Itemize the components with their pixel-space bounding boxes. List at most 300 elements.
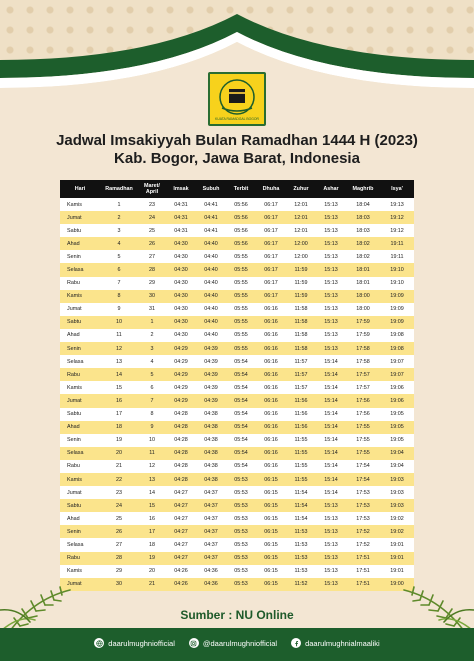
source-credit: Sumber : NU Online xyxy=(180,608,294,622)
table-cell: 15 xyxy=(100,381,138,394)
table-cell: 19:03 xyxy=(380,499,414,512)
table-cell: 06:15 xyxy=(256,538,286,551)
table-cell: 24 xyxy=(100,499,138,512)
table-cell: 17:51 xyxy=(346,552,380,565)
table-cell: 15:13 xyxy=(316,263,346,276)
table-cell: 04:41 xyxy=(196,224,226,237)
table-cell: 15:13 xyxy=(316,329,346,342)
table-cell: 06:15 xyxy=(256,565,286,578)
table-cell: 15:13 xyxy=(316,303,346,316)
table-cell: 05:53 xyxy=(226,565,256,578)
table-cell: 17:55 xyxy=(346,421,380,434)
table-cell: 04:39 xyxy=(196,355,226,368)
table-cell: 19:01 xyxy=(380,552,414,565)
table-cell: 04:40 xyxy=(196,303,226,316)
table-cell: 18:02 xyxy=(346,250,380,263)
table-cell: 4 xyxy=(138,355,166,368)
table-cell: 7 xyxy=(138,394,166,407)
table-cell: 04:28 xyxy=(166,473,196,486)
table-cell: 19:03 xyxy=(380,486,414,499)
table-cell: 15:14 xyxy=(316,434,346,447)
table-cell: 19:12 xyxy=(380,211,414,224)
table-cell: Sabtu xyxy=(60,408,100,421)
table-cell: 06:15 xyxy=(256,552,286,565)
table-cell: Senin xyxy=(60,525,100,538)
table-cell: 11:53 xyxy=(286,552,316,565)
table-cell: 04:30 xyxy=(166,290,196,303)
table-row xyxy=(60,525,414,538)
table-row xyxy=(60,342,414,355)
table-row xyxy=(60,552,414,565)
table-cell: 11:53 xyxy=(286,525,316,538)
table-cell: 15:13 xyxy=(316,290,346,303)
table-cell: 11:53 xyxy=(286,538,316,551)
table-cell: 04:28 xyxy=(166,460,196,473)
table-row xyxy=(60,263,414,276)
table-cell: 8 xyxy=(138,408,166,421)
table-cell: 30 xyxy=(100,578,138,591)
table-cell: 04:27 xyxy=(166,552,196,565)
table-cell: 21 xyxy=(100,460,138,473)
table-cell: 06:15 xyxy=(256,486,286,499)
table-cell: 15:14 xyxy=(316,355,346,368)
table-cell: 19:11 xyxy=(380,250,414,263)
table-cell: 06:15 xyxy=(256,499,286,512)
column-header: Hari xyxy=(60,180,100,198)
table-row xyxy=(60,434,414,447)
table-cell: 15:13 xyxy=(316,552,346,565)
table-cell: 11:56 xyxy=(286,421,316,434)
table-cell: 24 xyxy=(138,211,166,224)
table-cell: 11 xyxy=(138,447,166,460)
table-cell: 31 xyxy=(138,303,166,316)
table-cell: 3 xyxy=(138,342,166,355)
table-cell: 06:16 xyxy=(256,355,286,368)
table-cell: 25 xyxy=(138,224,166,237)
table-cell: 06:16 xyxy=(256,316,286,329)
table-cell: 04:29 xyxy=(166,381,196,394)
table-cell: 15:13 xyxy=(316,512,346,525)
table-cell: 04:40 xyxy=(196,277,226,290)
table-cell: 12 xyxy=(100,342,138,355)
table-cell: 04:40 xyxy=(196,290,226,303)
page-title: Jadwal Imsakiyyah Bulan Ramadhan 1444 H (2023) xyxy=(56,132,418,149)
table-cell: 18:01 xyxy=(346,263,380,276)
table-cell: 04:28 xyxy=(166,421,196,434)
table-cell: 04:37 xyxy=(196,499,226,512)
table-cell: 15:13 xyxy=(316,342,346,355)
table-cell: 05:56 xyxy=(226,237,256,250)
social-facebook-label: daarulmughnialmaaliki xyxy=(305,638,380,648)
table-cell: 15:14 xyxy=(316,486,346,499)
table-cell: 17:54 xyxy=(346,460,380,473)
table-cell: 05:53 xyxy=(226,538,256,551)
table-cell: 15:14 xyxy=(316,381,346,394)
table-row xyxy=(60,368,414,381)
table-row xyxy=(60,290,414,303)
table-cell: 11:58 xyxy=(286,342,316,355)
table-cell: 06:16 xyxy=(256,394,286,407)
table-cell: 23 xyxy=(100,486,138,499)
table-cell: 04:40 xyxy=(196,329,226,342)
table-cell: 20 xyxy=(100,447,138,460)
table-cell: 05:53 xyxy=(226,552,256,565)
table-cell: 17:57 xyxy=(346,368,380,381)
table-cell: 15:13 xyxy=(316,277,346,290)
table-cell: Ahad xyxy=(60,512,100,525)
table-cell: 8 xyxy=(100,290,138,303)
table-cell: 04:39 xyxy=(196,368,226,381)
column-header: Imsak xyxy=(166,180,196,198)
social-instagram[interactable] xyxy=(189,638,277,648)
table-cell: 19:09 xyxy=(380,303,414,316)
table-row xyxy=(60,499,414,512)
table-cell: 06:17 xyxy=(256,237,286,250)
social-website-label: daarulmughniofficial xyxy=(108,638,175,648)
logo-caption: KUATA RAMADGAL BOGOR xyxy=(214,117,260,121)
table-cell: 05:54 xyxy=(226,381,256,394)
table-cell: 19:13 xyxy=(380,198,414,211)
table-cell: 18:00 xyxy=(346,303,380,316)
instagram-icon xyxy=(189,638,199,648)
table-cell: 04:30 xyxy=(166,237,196,250)
table-cell: 15:14 xyxy=(316,408,346,421)
table-cell: 11:55 xyxy=(286,460,316,473)
table-cell: 04:40 xyxy=(196,250,226,263)
table-cell: 04:41 xyxy=(196,211,226,224)
table-cell: 05:56 xyxy=(226,224,256,237)
table-cell: 06:16 xyxy=(256,434,286,447)
table-cell: 11:54 xyxy=(286,512,316,525)
table-cell: Jumat xyxy=(60,303,100,316)
column-header: Maghrib xyxy=(346,180,380,198)
table-cell: 17:51 xyxy=(346,565,380,578)
table-cell: 28 xyxy=(100,552,138,565)
table-cell: 19:07 xyxy=(380,355,414,368)
table-cell: 05:53 xyxy=(226,499,256,512)
table-cell: 05:56 xyxy=(226,211,256,224)
table-cell: 06:16 xyxy=(256,460,286,473)
table-cell: 05:54 xyxy=(226,460,256,473)
table-cell: 05:55 xyxy=(226,316,256,329)
column-header: Ashar xyxy=(316,180,346,198)
table-cell: 15:13 xyxy=(316,211,346,224)
table-cell: 5 xyxy=(138,368,166,381)
table-cell: 19:10 xyxy=(380,277,414,290)
table-cell: 5 xyxy=(100,250,138,263)
table-cell: 15:14 xyxy=(316,460,346,473)
table-cell: 9 xyxy=(138,421,166,434)
imsakiyyah-schedule-table xyxy=(60,180,414,591)
table-row xyxy=(60,408,414,421)
table-cell: 11:57 xyxy=(286,381,316,394)
table-row xyxy=(60,250,414,263)
table-cell: Selasa xyxy=(60,538,100,551)
table-cell: 15 xyxy=(138,499,166,512)
table-row xyxy=(60,329,414,342)
table-cell: 11:55 xyxy=(286,447,316,460)
table-cell: 06:16 xyxy=(256,329,286,342)
table-cell: 7 xyxy=(100,277,138,290)
table-cell: 04:36 xyxy=(196,578,226,591)
table-cell: 04:27 xyxy=(166,486,196,499)
table-cell: 19:06 xyxy=(380,394,414,407)
table-cell: Rabu xyxy=(60,460,100,473)
table-header-row xyxy=(60,180,414,198)
social-facebook[interactable] xyxy=(291,638,380,648)
table-cell: 11:55 xyxy=(286,434,316,447)
table-cell: 18:01 xyxy=(346,277,380,290)
table-cell: 04:31 xyxy=(166,211,196,224)
table-cell: 2 xyxy=(138,329,166,342)
table-cell: 19:01 xyxy=(380,565,414,578)
table-cell: 04:28 xyxy=(166,408,196,421)
table-cell: 18 xyxy=(138,538,166,551)
column-header: Isya' xyxy=(380,180,414,198)
table-cell: 11:58 xyxy=(286,303,316,316)
table-cell: Jumat xyxy=(60,486,100,499)
table-cell: 22 xyxy=(100,473,138,486)
table-cell: 13 xyxy=(138,473,166,486)
table-cell: 06:17 xyxy=(256,211,286,224)
table-cell: 06:17 xyxy=(256,263,286,276)
table-cell: 04:28 xyxy=(166,447,196,460)
column-header: Zuhur xyxy=(286,180,316,198)
table-cell: 9 xyxy=(100,303,138,316)
table-cell: 05:54 xyxy=(226,434,256,447)
table-cell: 05:53 xyxy=(226,473,256,486)
table-cell: 27 xyxy=(100,538,138,551)
table-cell: Kamis xyxy=(60,473,100,486)
table-cell: 04:37 xyxy=(196,486,226,499)
table-cell: 17 xyxy=(138,525,166,538)
table-cell: 14 xyxy=(138,486,166,499)
table-cell: 04:29 xyxy=(166,394,196,407)
table-cell: 19:07 xyxy=(380,368,414,381)
table-row xyxy=(60,224,414,237)
table-cell: 11:58 xyxy=(286,316,316,329)
table-cell: 04:27 xyxy=(166,512,196,525)
table-cell: 17:59 xyxy=(346,329,380,342)
table-cell: 12 xyxy=(138,460,166,473)
table-cell: 15:13 xyxy=(316,499,346,512)
table-cell: 19:09 xyxy=(380,290,414,303)
table-row xyxy=(60,486,414,499)
table-cell: 12:01 xyxy=(286,224,316,237)
table-cell: 04:29 xyxy=(166,355,196,368)
table-cell: Sabtu xyxy=(60,224,100,237)
table-cell: 06:17 xyxy=(256,290,286,303)
table-cell: 05:55 xyxy=(226,250,256,263)
table-cell: 04:26 xyxy=(166,578,196,591)
table-cell: 06:15 xyxy=(256,525,286,538)
table-cell: 04:38 xyxy=(196,460,226,473)
table-cell: 25 xyxy=(100,512,138,525)
table-cell: 12:00 xyxy=(286,237,316,250)
table-cell: 2 xyxy=(100,211,138,224)
table-cell: 26 xyxy=(100,525,138,538)
table-cell: 04:28 xyxy=(166,434,196,447)
table-cell: 04:30 xyxy=(166,329,196,342)
table-cell: 17:53 xyxy=(346,486,380,499)
table-cell: 11:56 xyxy=(286,408,316,421)
table-cell: 17:52 xyxy=(346,538,380,551)
table-cell: 06:16 xyxy=(256,342,286,355)
table-row xyxy=(60,211,414,224)
table-cell: 19:09 xyxy=(380,316,414,329)
table-row xyxy=(60,447,414,460)
table-cell: 11:54 xyxy=(286,486,316,499)
table-cell: 21 xyxy=(138,578,166,591)
table-cell: 19:04 xyxy=(380,460,414,473)
table-cell: 05:56 xyxy=(226,198,256,211)
table-cell: Jumat xyxy=(60,578,100,591)
table-cell: 19:05 xyxy=(380,408,414,421)
table-cell: 04:40 xyxy=(196,237,226,250)
page-subtitle: Kab. Bogor, Jawa Barat, Indonesia xyxy=(114,150,360,167)
table-cell: 15:13 xyxy=(316,538,346,551)
table-cell: 06:16 xyxy=(256,421,286,434)
table-row xyxy=(60,237,414,250)
table-cell: Jumat xyxy=(60,211,100,224)
table-row xyxy=(60,473,414,486)
table-cell: 19:03 xyxy=(380,473,414,486)
table-cell: 04:27 xyxy=(166,499,196,512)
table-cell: 11:57 xyxy=(286,355,316,368)
table-cell: 15:14 xyxy=(316,447,346,460)
table-cell: 04:41 xyxy=(196,198,226,211)
table-cell: Selasa xyxy=(60,447,100,460)
table-cell: 19:08 xyxy=(380,342,414,355)
table-cell: 29 xyxy=(138,277,166,290)
table-cell: 23 xyxy=(138,198,166,211)
table-cell: 19:04 xyxy=(380,447,414,460)
table-row xyxy=(60,316,414,329)
table-cell: 04:29 xyxy=(166,368,196,381)
table-cell: Sabtu xyxy=(60,499,100,512)
table-cell: Ahad xyxy=(60,421,100,434)
table-row xyxy=(60,565,414,578)
table-cell: 04:30 xyxy=(166,303,196,316)
table-cell: 10 xyxy=(138,434,166,447)
table-cell: 06:16 xyxy=(256,303,286,316)
table-cell: 15:13 xyxy=(316,525,346,538)
table-cell: Ahad xyxy=(60,329,100,342)
table-cell: 06:16 xyxy=(256,408,286,421)
column-header: Dhuha xyxy=(256,180,286,198)
table-cell: 12:01 xyxy=(286,198,316,211)
table-cell: 19 xyxy=(100,434,138,447)
table-cell: Rabu xyxy=(60,368,100,381)
table-cell: 11:52 xyxy=(286,578,316,591)
column-header: Subuh xyxy=(196,180,226,198)
table-cell: 11:58 xyxy=(286,329,316,342)
table-cell: 04:38 xyxy=(196,434,226,447)
table-cell: 04:37 xyxy=(196,525,226,538)
column-header: Ramadhan xyxy=(100,180,138,198)
table-cell: 15:13 xyxy=(316,198,346,211)
table-cell: 05:53 xyxy=(226,525,256,538)
table-cell: Jumat xyxy=(60,394,100,407)
table-cell: 17:56 xyxy=(346,394,380,407)
table-cell: 17:55 xyxy=(346,434,380,447)
table-cell: 12:01 xyxy=(286,211,316,224)
table-cell: 04:37 xyxy=(196,552,226,565)
table-cell: 05:54 xyxy=(226,421,256,434)
table-cell: 04:27 xyxy=(166,525,196,538)
table-cell: 17 xyxy=(100,408,138,421)
table-cell: 19:05 xyxy=(380,434,414,447)
table-cell: 06:15 xyxy=(256,512,286,525)
table-cell: 04:26 xyxy=(166,565,196,578)
table-cell: 04:36 xyxy=(196,565,226,578)
table-cell: Kamis xyxy=(60,381,100,394)
table-cell: 11:59 xyxy=(286,290,316,303)
table-cell: 17:58 xyxy=(346,355,380,368)
table-cell: 15:13 xyxy=(316,224,346,237)
social-links xyxy=(0,638,474,648)
table-cell: 19:08 xyxy=(380,329,414,342)
table-cell: 11 xyxy=(100,329,138,342)
table-cell: 04:30 xyxy=(166,316,196,329)
table-cell: 05:53 xyxy=(226,578,256,591)
table-cell: 15:13 xyxy=(316,578,346,591)
table-cell: Selasa xyxy=(60,355,100,368)
table-cell: 15:13 xyxy=(316,250,346,263)
table-cell: 04:37 xyxy=(196,538,226,551)
table-cell: Rabu xyxy=(60,277,100,290)
globe-icon xyxy=(94,638,104,648)
table-cell: 04:30 xyxy=(166,277,196,290)
table-cell: 05:55 xyxy=(226,342,256,355)
table-cell: 05:54 xyxy=(226,394,256,407)
table-cell: 17:55 xyxy=(346,447,380,460)
table-cell: 17:54 xyxy=(346,473,380,486)
table-cell: 10 xyxy=(100,316,138,329)
facebook-icon xyxy=(291,638,301,648)
table-cell: 06:17 xyxy=(256,277,286,290)
table-cell: 04:38 xyxy=(196,408,226,421)
table-cell: 04:27 xyxy=(166,538,196,551)
table-cell: 19:10 xyxy=(380,263,414,276)
table-cell: Kamis xyxy=(60,565,100,578)
table-cell: 05:55 xyxy=(226,263,256,276)
table-cell: 05:54 xyxy=(226,368,256,381)
table-row xyxy=(60,277,414,290)
table-cell: Selasa xyxy=(60,263,100,276)
table-cell: 19:06 xyxy=(380,381,414,394)
table-row xyxy=(60,198,414,211)
column-header: Maret/ April xyxy=(138,180,166,198)
table-cell: 04:38 xyxy=(196,473,226,486)
table-cell: 04:30 xyxy=(166,250,196,263)
table-cell: 05:54 xyxy=(226,447,256,460)
table-cell: 06:17 xyxy=(256,250,286,263)
table-row xyxy=(60,538,414,551)
table-cell: 11:54 xyxy=(286,499,316,512)
table-cell: 04:30 xyxy=(166,263,196,276)
table-row xyxy=(60,512,414,525)
social-website[interactable] xyxy=(94,638,175,648)
table-cell: Senin xyxy=(60,342,100,355)
table-cell: 04:40 xyxy=(196,316,226,329)
table-cell: 04:38 xyxy=(196,421,226,434)
table-row xyxy=(60,394,414,407)
organization-logo xyxy=(208,72,266,126)
table-cell: Kamis xyxy=(60,290,100,303)
table-cell: 11:57 xyxy=(286,368,316,381)
table-cell: 26 xyxy=(138,237,166,250)
